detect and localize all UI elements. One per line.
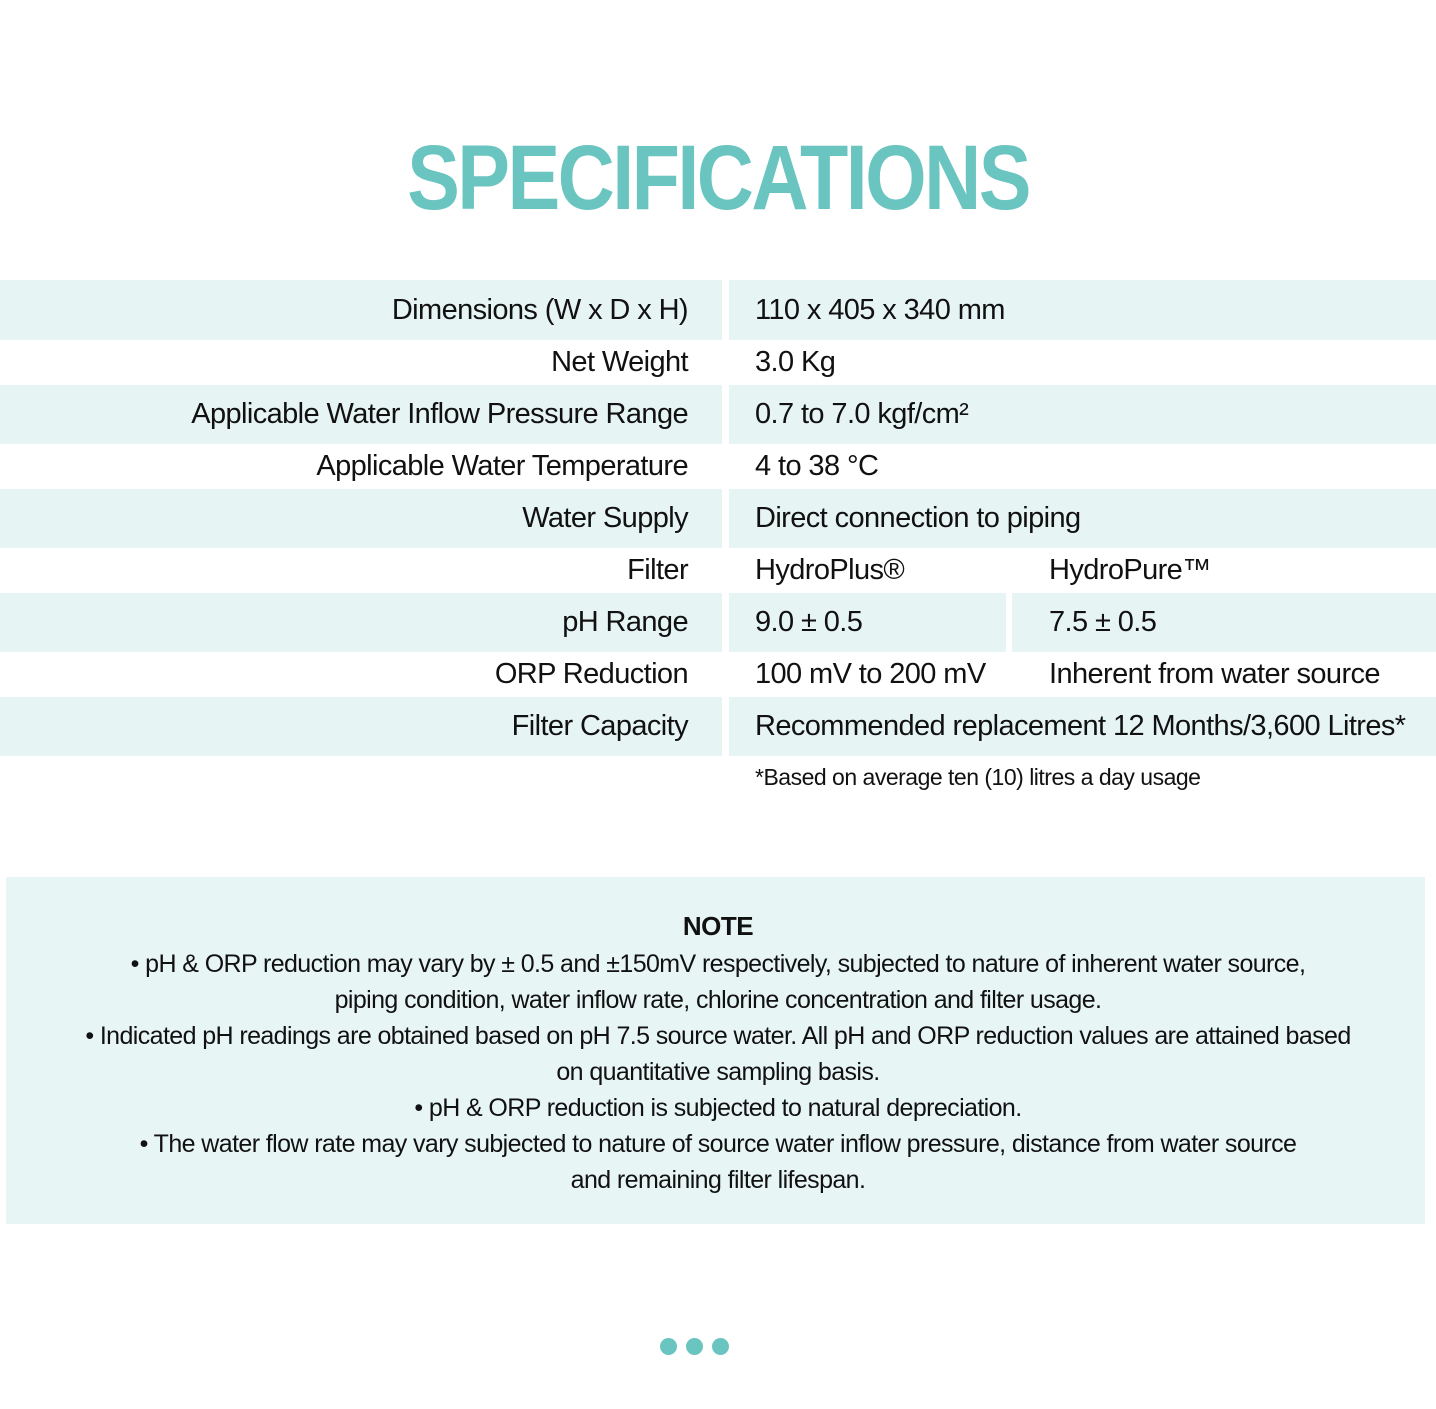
- note-line: • The water flow rate may vary subjected to nature of source water inflow pressure, distance from water source: [139, 1130, 1297, 1158]
- spec-row-water-supply: [0, 489, 1436, 548]
- spec-label: Dimensions (W x D x H): [0, 280, 722, 340]
- note-line: • pH & ORP reduction is subjected to natural depreciation.: [414, 1094, 1022, 1122]
- pagination-dot[interactable]: [686, 1338, 703, 1355]
- spec-label: Net Weight: [551, 346, 688, 378]
- note-title: NOTE: [682, 911, 754, 941]
- spec-row-orp-reduction: [0, 652, 1436, 697]
- spec-label: Filter Capacity: [0, 697, 722, 756]
- spec-label: Applicable Water Temperature: [316, 450, 688, 482]
- spec-value-hydroplus: 9.0 ± 0.5: [729, 593, 1006, 652]
- spec-row-net-weight: [0, 340, 1436, 385]
- note-line: and remaining filter lifespan.: [570, 1166, 866, 1194]
- spec-label: Filter: [627, 554, 688, 586]
- note-line: • pH & ORP reduction may vary by ± 0.5 and ±150mV respectively, subjected to nature of inherent water source,: [130, 950, 1306, 978]
- spec-row-filter-capacity: [0, 697, 1436, 756]
- spec-value: 110 x 405 x 340 mm: [729, 280, 1436, 340]
- specifications-footnote: *Based on average ten (10) litres a day usage: [755, 764, 1201, 790]
- spec-value: Recommended replacement 12 Months/3,600 Litres*: [729, 697, 1436, 756]
- page-title: SPECIFICATIONS: [407, 127, 1029, 229]
- spec-row-water-temperature: [0, 444, 1436, 489]
- spec-row-filter: [0, 548, 1436, 593]
- spec-value: Direct connection to piping: [729, 489, 1436, 548]
- note-line: piping condition, water inflow rate, chlorine concentration and filter usage.: [334, 986, 1102, 1014]
- pagination-dots[interactable]: [660, 1338, 730, 1358]
- spec-label: ORP Reduction: [494, 658, 688, 690]
- spec-value-hydropure: 7.5 ± 0.5: [1012, 593, 1436, 652]
- note-line: on quantitative sampling basis.: [556, 1058, 880, 1086]
- spec-row-dimensions: [0, 280, 1436, 340]
- spec-label: pH Range: [0, 593, 722, 652]
- spec-row-ph-range: [0, 593, 1436, 652]
- spec-value-hydropure: Inherent from water source: [1049, 658, 1380, 690]
- spec-label: Water Supply: [0, 489, 722, 548]
- spec-label: Applicable Water Inflow Pressure Range: [0, 385, 722, 444]
- spec-value: 3.0 Kg: [755, 346, 836, 378]
- spec-value-hydroplus: HydroPlus®: [755, 554, 905, 586]
- spec-row-pressure-range: [0, 385, 1436, 444]
- spec-value-hydroplus: 100 mV to 200 mV: [755, 658, 986, 690]
- pagination-dot[interactable]: [712, 1338, 729, 1355]
- spec-value: 0.7 to 7.0 kgf/cm²: [729, 385, 1436, 444]
- spec-value-hydropure: HydroPure™: [1049, 554, 1211, 586]
- note-line: • Indicated pH readings are obtained based on pH 7.5 source water. All pH and ORP reduction values are attained based: [85, 1022, 1351, 1050]
- spec-value: 4 to 38 °C: [755, 450, 879, 482]
- pagination-dot[interactable]: [660, 1338, 677, 1355]
